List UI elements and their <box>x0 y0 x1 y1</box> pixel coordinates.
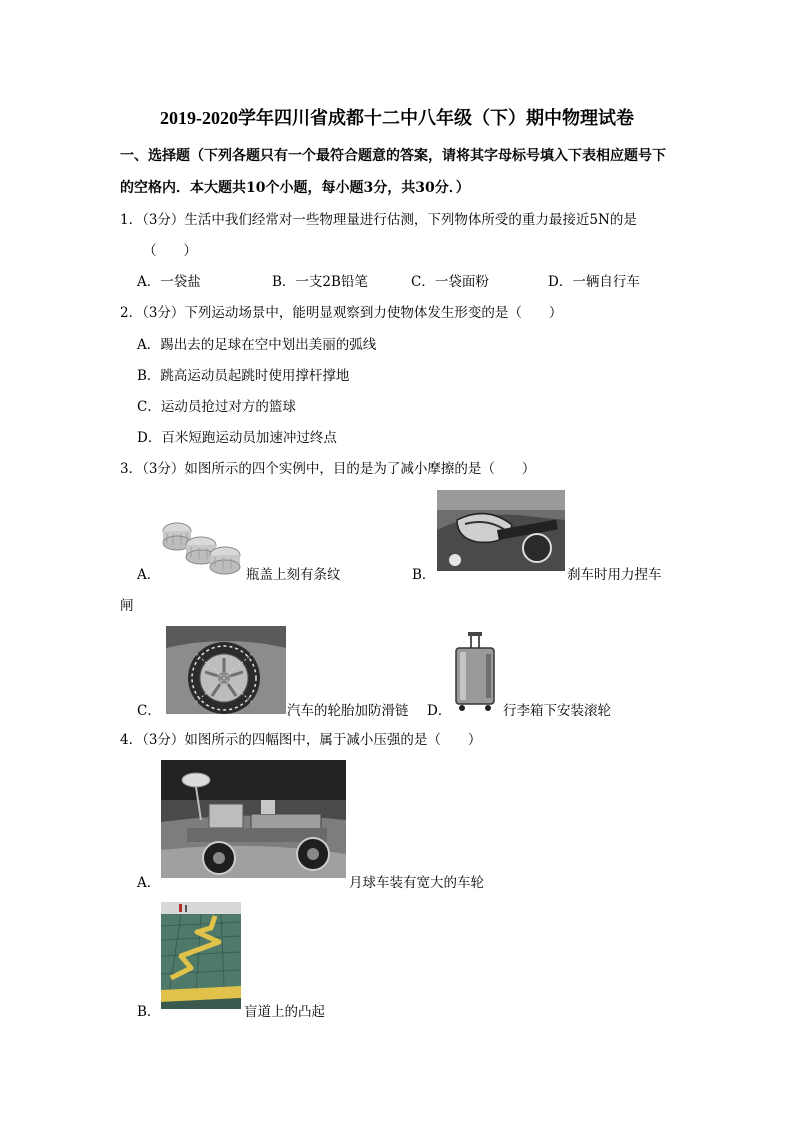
q2-option-b: B．跳高运动员起跳时使用撑杆撑地 <box>137 368 350 384</box>
q3-b-label: B． <box>412 567 436 583</box>
tire-chain-image <box>166 626 286 714</box>
q4-b-caption: 盲道上的凸起 <box>244 1004 325 1020</box>
q3-b-caption-continued: 闸 <box>120 598 134 614</box>
q3-a-label: A． <box>137 567 161 583</box>
q1-stem-line1: 1．（3分）生活中我们经常对一些物理量进行估测，下列物体所受的重力最接近5N的是 <box>120 212 637 228</box>
q1-option-b: B．一支2B铅笔 <box>272 274 368 290</box>
q3-d-label: D． <box>427 703 452 719</box>
q3-c-label: C． <box>137 703 161 719</box>
q3-stem: 3．（3分）如图所示的四个实例中，目的是为了减小摩擦的是（ ） <box>120 461 536 477</box>
q2-option-d: D．百米短跑运动员加速冲过终点 <box>137 430 337 446</box>
section-heading-line2: 的空格内．本大题共10个小题，每小题3分，共30分．） <box>120 180 470 196</box>
q1-option-c: C．一袋面粉 <box>411 274 489 290</box>
q2-option-a: A．踢出去的足球在空中划出美丽的弧线 <box>137 337 377 353</box>
q4-b-label: B． <box>137 1004 161 1020</box>
q1-stem-line2: （ ） <box>143 243 197 259</box>
suitcase-image <box>452 632 498 712</box>
q4-a-label: A． <box>137 875 161 891</box>
q4-stem: 4．（3分）如图所示的四幅图中，属于减小压强的是（ ） <box>120 732 482 748</box>
tactile-paving-image <box>161 902 241 1009</box>
q4-a-caption: 月球车装有宽大的车轮 <box>349 875 484 891</box>
q3-d-caption: 行李箱下安装滚轮 <box>503 703 611 719</box>
q1-option-a: A．一袋盐 <box>137 274 201 290</box>
q3-c-caption: 汽车的轮胎加防滑链 <box>287 703 409 719</box>
page-title: 2019-2020学年四川省成都十二中八年级（下）期中物理试卷 <box>160 108 634 128</box>
q2-option-c: C．运动员抢过对方的篮球 <box>137 399 296 415</box>
q2-stem: 2．（3分）下列运动场景中，能明显观察到力使物体发生形变的是（ ） <box>120 305 563 321</box>
q1-option-d: D．一辆自行车 <box>548 274 640 290</box>
q3-a-caption: 瓶盖上刻有条纹 <box>246 567 341 583</box>
section-heading-line1: 一、选择题（下列各题只有一个最符合题意的答案，请将其字母标号填入下表相应题号下 <box>120 148 666 164</box>
bike-brake-image <box>437 490 565 571</box>
q3-b-caption: 刹车时用力捏车 <box>567 567 662 583</box>
bottle-caps-image <box>161 515 245 581</box>
lunar-rover-image <box>161 760 346 878</box>
